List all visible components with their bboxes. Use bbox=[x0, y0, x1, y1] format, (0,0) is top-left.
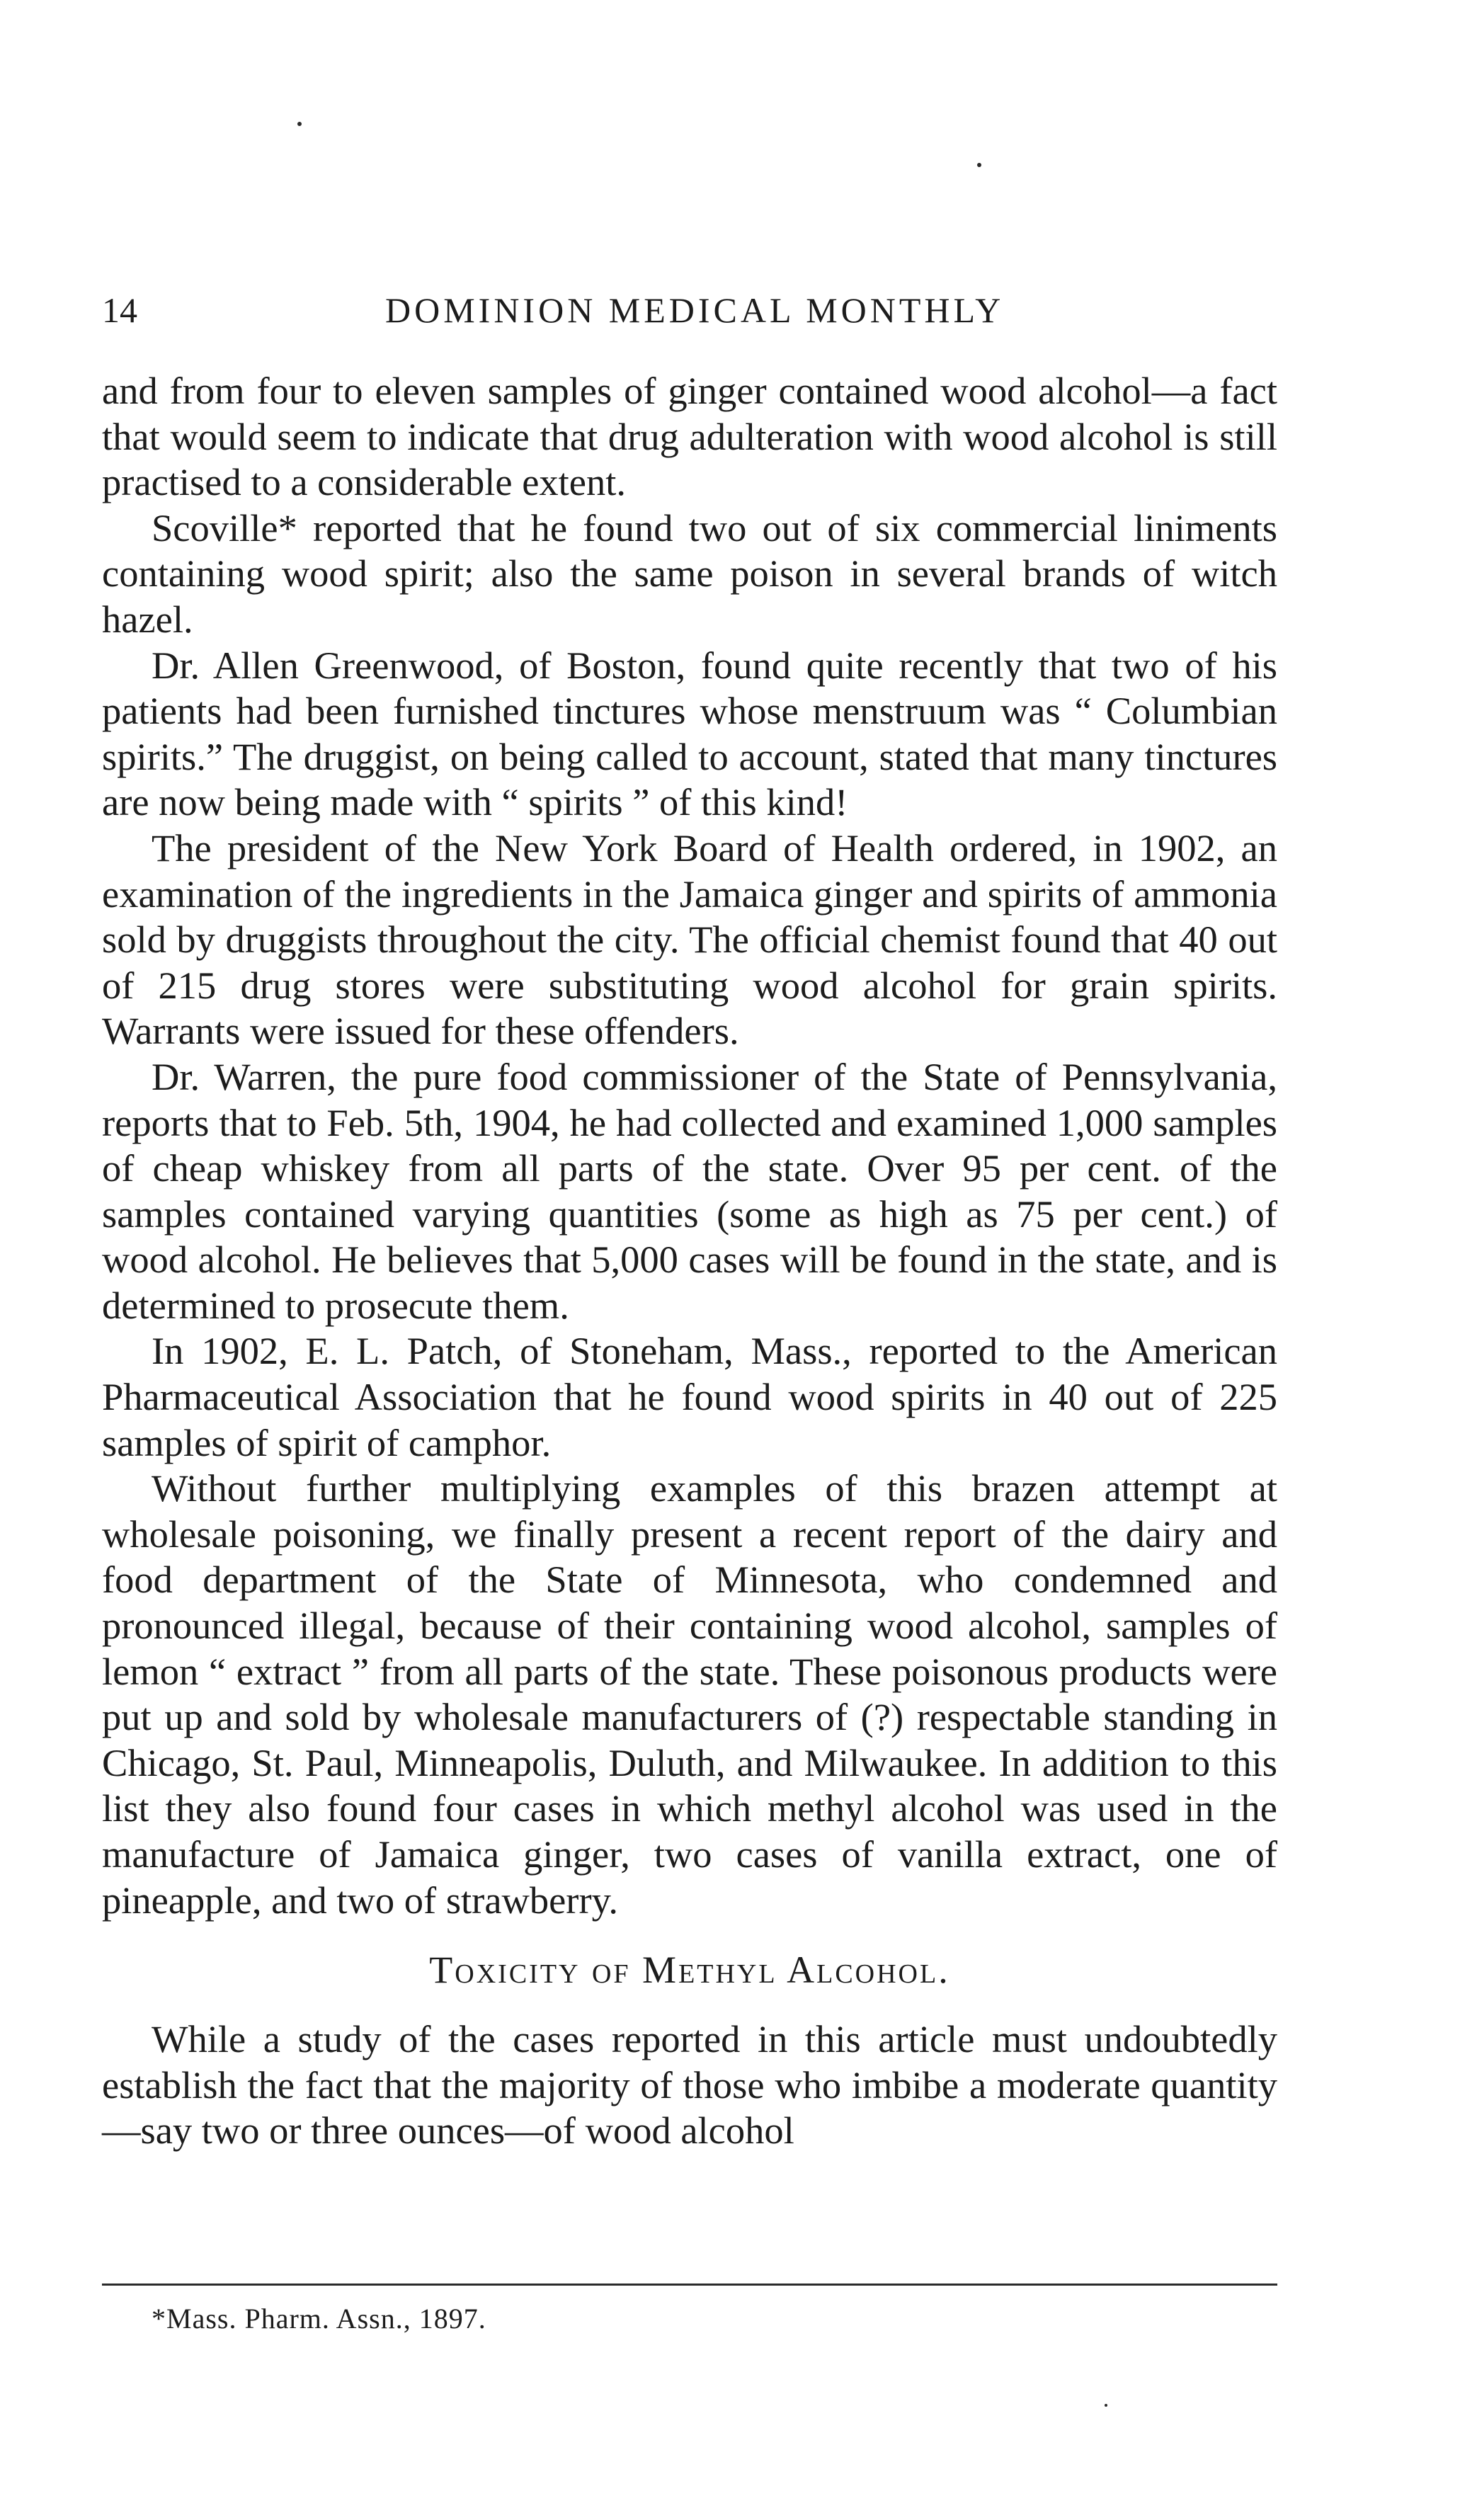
paragraph: In 1902, E. L. Patch, of Stoneham, Mass., reported to the American Pharmaceutical Association that he found wood spirits in 40 out of 225 samples of spirit of camphor. bbox=[102, 1329, 1277, 1464]
paragraph: and from four to eleven samples of ginger contained wood alcohol—a fact that would seem to indicate that drug adulteration with wood alcohol is still practised to a considerable extent. bbox=[102, 369, 1277, 504]
paragraph: Without further multiplying examples of this brazen attempt at wholesale poisoning, we finally present a recent report of the dairy and food department of the State of Minnesota, who condemned and pronounced illegal, because of their containing wood alcohol, samples of lemon “ extract ” from all parts of the state. These poisonous products were put up and sold by wholesale manufacturers of (?) respectable standing in Chicago, St. Paul, Minneapolis, Duluth, and Milwaukee. In addition to this list they also found four cases in which methyl alcohol was used in the manufacture of Jamaica ginger, two cases of vanilla extract, one of pineapple, and two of strawberry. bbox=[102, 1466, 1277, 1922]
print-speck bbox=[297, 122, 302, 126]
page-header bbox=[102, 285, 1277, 334]
section-heading: Toxicity of Methyl Alcohol. bbox=[429, 1949, 950, 1992]
print-speck bbox=[977, 163, 981, 167]
paragraph: While a study of the cases reported in this article must undoubtedly establish the fact that the majority of those who imbibe a moderate quantity—say two or three ounces—of wood alcohol bbox=[102, 2017, 1277, 2153]
paragraph: Dr. Allen Greenwood, of Boston, found quite recently that two of his patients had been furnished tinctures whose menstruum was “ Columbian spirits.” The druggist, on being called to account, stated that many tinctures are now being made with “ spirits ” of this kind! bbox=[102, 643, 1277, 824]
page-number: 14 bbox=[102, 290, 137, 330]
body-text bbox=[102, 368, 1277, 2154]
running-title: DOMINION MEDICAL MONTHLY bbox=[385, 290, 1005, 330]
paragraph: Dr. Warren, the pure food commissioner of the State of Pennsylvania, reports that to Feb. 5th, 1904, he had collected and examined 1,000 samples of cheap whiskey from all parts of the state. Over 95 per cent. of the samples contained varying quantities (some as high as 75 per cent.) of wood alcohol. He believes that 5,000 cases will be found in the state, and is determined to prosecute them. bbox=[102, 1054, 1277, 1327]
footnote-rule bbox=[102, 2284, 1277, 2286]
print-speck bbox=[1105, 2404, 1107, 2407]
footnote: *Mass. Pharm. Assn., 1897. bbox=[152, 2303, 486, 2334]
paragraph: Scoville* reported that he found two out of six commercial liniments containing wood spirit; also the same poison in several brands of witch hazel. bbox=[102, 506, 1277, 641]
paragraph: The president of the New York Board of Health ordered, in 1902, an examination of the ingredients in the Jamaica ginger and spirits of ammonia sold by druggists throughout the city. The official chemist found that 40 out of 215 drug stores were substituting wood alcohol for grain spirits. Warrants were issued for these offenders. bbox=[102, 826, 1277, 1053]
